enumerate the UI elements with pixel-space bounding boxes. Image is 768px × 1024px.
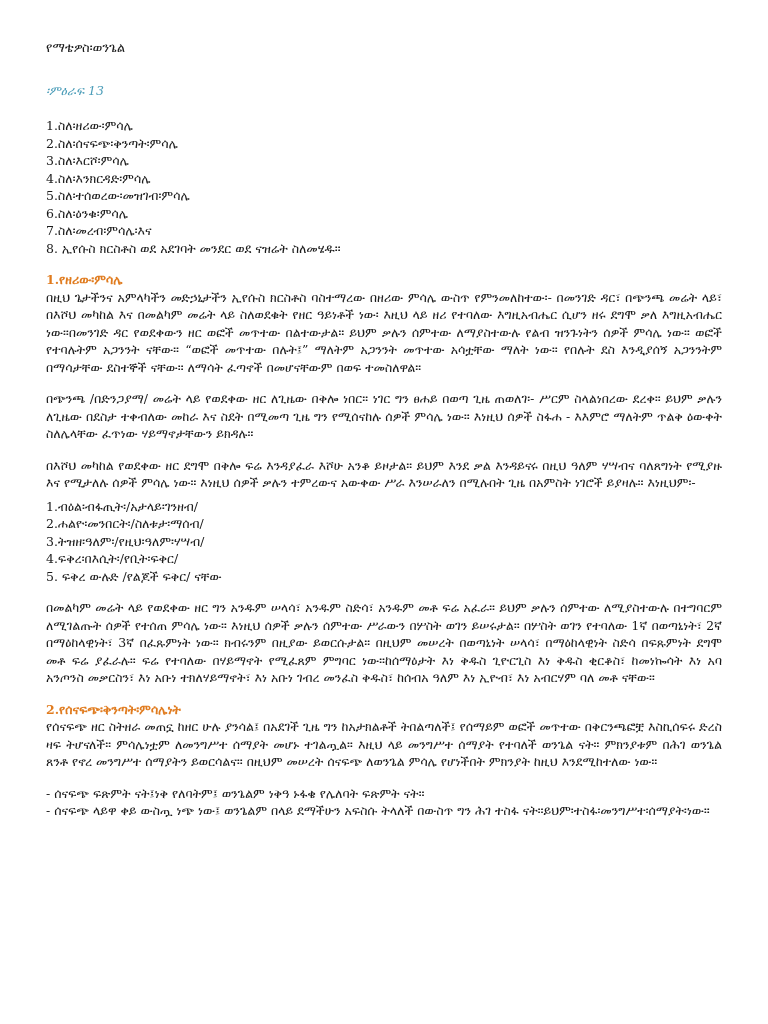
toc-item: 5.ስለ፡ተሰወረው፡መዝገብ፡ምሳሌ	[46, 188, 190, 203]
bullet-paragraph: - ሰናፍጭ ላይዋ ቀይ ውስጧ ነጭ ነው፤ ወንጌልም በላይ ደማችሁን አፍስሱ ትላለች በውስጥ ግን ሕገ ተስፋ ናት።ይህም፡ተስፋ፡መንግሥተ፡ሰማያት፡ነው።	[46, 803, 710, 818]
toc-item: 3.ስለ፡እርሾ፡ምሳሌ	[46, 153, 129, 168]
bullet-paragraph: - ሰናፍጭ ፍጽምት ናት፤ነቅ የለባትም፤ ወንጌልም ነቅዓ ኑፋቄ የሌለባት ፍጽምት ናት።	[46, 785, 425, 801]
list-item: 1.ብዕል፡ብፋጢት፡/አታላይ፡ገንዘብ/	[46, 498, 199, 514]
body-paragraph: በእሾህ መካከል የወደቀው ዘር ደግሞ በቅሎ ፍሬ እንዳያፈራ እሾሁ አንቆ ይዞታል። ይህም እንደ ቃል እንዳይናሩ በዚህ ዓለም ሃሣብና ባለጸግነት የሚያዙ እና የሚታለሉ ሰዎች ምሳሌ ነው። እነዚህ ሰዎች ቃሉን ተምረውና አውቀው ሥራ እንሠራለን በሚሉበት ጊዜ በአምስት ነገሮች ይያዛሉ። እነዚህም፡-	[46, 457, 722, 490]
body-paragraph: በጭንጫ /በድንጋያማ/ መሬት ላይ የወደቀው ዘር ለጊዜው በቅሎ ነበር። ነገር ግን ፀሐይ በወጣ ጊዜ ጠወለገ፡- ሥርም ስላልነበረው ደረቀ። ይህም ቃሉን ለጊዜው በደስታ ተቀብለው መከራ እና ስደት በሚመጣ ጊዜ ግን የሚሰናከሉ ሰዎች ምሳሌ ነው። እነዚህ ሰዎች ስፋሐ - እእምሮ ማለትም ጥልቅ ዕውቀት ስለሌላቸው ፈጥነው ሃይማኖታቸውን ይክዳሉ።	[46, 391, 722, 441]
five-things-list	[46, 498, 722, 586]
section-heading-mustard-seed: 2.የሰናፍጭ፡ቅንጣት፡ምሳሌነት	[46, 701, 181, 717]
body-paragraph: በመልካም መሬት ላይ የወደቀው ዘር ግን አንዱም ሠላሳ፣ አንዱም ስድሳ፣ አንዱም መቶ ፍሬ አፈራ። ይህም ቃሉን ሰምተው ለሚያስተውሉ በተግባርም ለሚገልጡት ሰዎች የተሰጠ ምሳሌ ነው። እነዚህ ሰዎች ቃሉን ሰምተው ሥራውን በሦስት ወገን ይሠሩታል። በሦስት ወገን የተባለው 1ኛ በወጣኒነት፣ 2ኛ በማዕከላዊነት፣ 3ኛ በፈጹምነት ነው። ክብሩንም በዚያው ይወርሱታል። በዚህም መሠረት በወጣኒነት ሠላሳ፣ በማዕከላዊነት ስድሳ በፍጹምነት ደግሞ መቶ ፍሬ ያፈራሉ። ፍሬ የተባለው በሃይማኖት የሚፈጸም ምግባር ነው።ከሰማዕታት እነ ቅዱስ ጊዮርጊስ እነ ቅዱስ ቂርቆስ፣ ከመነኰሳት እነ አባ አንጦንስ መቃርስን፣ እነ አቡነ ተክለሃይማኖት፣ እነ አቡነ ገብረ መንፈስ ቅዱስ፣ ከሰብአ ዓለም እነ ኢዮብ፣ እነ አብርሃም ባለ መቶ ናቸው።	[46, 600, 722, 685]
toc-item: 8. ኢየሱስ ክርስቶስ ወደ አደገባት መንደር ወደ ናዝሬት ስለመሄዱ።	[46, 240, 341, 256]
list-item: 2.ሐልዮ፡መንበርት፡/ስለቱታ፡ማሰብ/	[46, 516, 204, 531]
document-title: የማቴዎስ፡ወንጌል	[46, 41, 126, 56]
toc-item: 4.ስለ፡እንክርዳድ፡ምሳሌ	[46, 170, 151, 186]
chapter-subtitle: ፡ምዕራፍ 13	[46, 82, 104, 98]
toc-item: 7.ስለ፡መረብ፡ምሳሌ፡እና	[46, 223, 152, 238]
toc-item: 1.ስለ፡ዘሪው፡ምሳሌ	[46, 118, 133, 133]
table-of-contents	[46, 117, 722, 257]
list-item: 4.ፍቅረ፡በእሲት፡/የቢት፡ፍቅር/	[46, 551, 179, 566]
list-item: 5. ፍቅረ ውሉድ /የልጆች ፍቅር/ ናቸው	[46, 568, 222, 584]
toc-item: 6.ስለ፡ዕንቁ፡ምሳሌ	[46, 205, 129, 221]
toc-item: 2.ስለ፡ሰናፍጭ፡ቅንጣት፡ምሳሌ	[46, 135, 178, 151]
body-paragraph: በዚህ ጌታችንና አምላካችን መድኃኒታችን ኢየሱስ ክርስቶስ ባስተማረው በዘሪው ምሳሌ ውስጥ የምንመለከተው፡- በመንገድ ዳር፣ በጭንጫ መሬት ላይ፣ በእሾህ መካከል እና በመልካም መሬት ላይ ስለወደቁት የዘር ዓይነቶች ነው፡ እዚህ ላይ ዘሪ የተባለው እግዚአብሔር ሲሆን ዘሩ ደግሞ ቃለ እግዚአብሔር ነው፡፡በመንገድ ዳር የወደቀውን ዘር ወፎች መጥተው በልተውታል። ይህም ቃሉን ሰምተው ለማያስተውሉ የልብ ዝንጉነትን ሰዎች ምሳሌ ነው። ወፎች የተባሉትም አጋንንት ናቸው። “ወፎች መጥተው በሉት፤” ማለትም አጋንንት መጥተው አሳቷቸው ማለት ነው። የበሉት ደስ እንዲያሰኝ አጋንንትም በማሳታቸው ደስተኞች ናቸው። ለማሳት ፈጣኖች በመሆናቸውም በወፍ ተመስለዋል።	[46, 289, 722, 375]
section-heading-sower: 1.የዘሪው፡ምሳሌ	[46, 272, 123, 287]
body-paragraph: የሰናፍጭ ዘር ስትዘራ መጠኗ ከዘር ሁሉ ያንሳል፤ በአደገች ጊዜ ግን ከአታክልቶች ትበልጣለች፤ የሰማይም ወፎች መጥተው በቅርንጫፎቿ እስኪሰፍሩ ድረስ ዛፍ ትሆናለች። ምሳሌነቷም ለመንግሥተ ሰማያት መሆኑ ተገልጧል። እዚህ ላይ መንግሥተ ሰማያት የተባለች ወንጌል ናት። ምክንያቱም በሕገ ወንጌል ጸንቶ የኖረ መንግሥተ ሰማያትን ይወርሳልና። በዚህም መሠረት ሰናፍጭ ለወንጌል ምሳሌ የሆነችበት ምክንያት ከዚህ እንደሚከተለው ነው።	[46, 719, 722, 769]
list-item: 3.ትዝዘ፡ዓለም፡/የዚህ፡ዓለም፡ሃሣብ/	[46, 533, 205, 549]
